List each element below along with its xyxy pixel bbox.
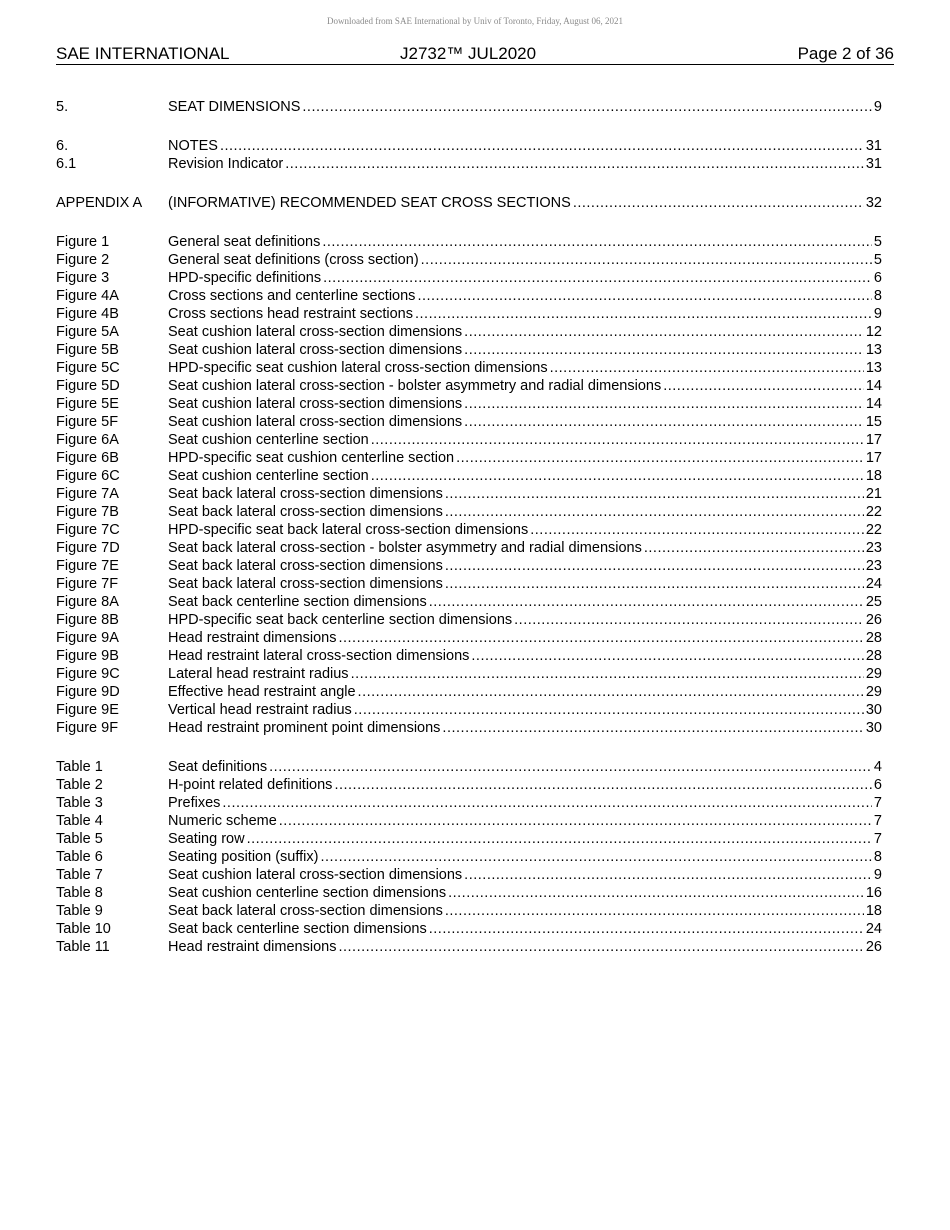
entry-number: Table 8	[56, 885, 103, 901]
entry-line	[168, 341, 882, 359]
entry-page-number: 7	[873, 795, 882, 811]
entry-page-number: 22	[865, 504, 882, 520]
entry-number: Figure 5E	[56, 396, 119, 412]
entry-number: 6.1	[56, 156, 77, 172]
download-watermark: Downloaded from SAE International by Univ of Toronto, Friday, August 06, 2021	[326, 16, 624, 26]
dot-leader	[514, 611, 864, 629]
entry-page-number: 6	[873, 270, 882, 286]
entry-number: Figure 1	[56, 234, 110, 250]
entry-line	[168, 866, 882, 884]
entry-number: Table 9	[56, 903, 103, 919]
entry-number: Table 6	[56, 849, 103, 865]
toc-table-entry[interactable]	[56, 848, 882, 866]
entry-page-number: 8	[873, 849, 882, 865]
entry-number: Table 5	[56, 831, 103, 847]
dot-leader	[320, 848, 871, 866]
entry-number: Figure 7C	[56, 522, 120, 538]
entry-line	[168, 305, 882, 323]
entry-page-number: 32	[865, 195, 882, 211]
entry-page-number: 29	[865, 666, 882, 682]
entry-line	[168, 449, 882, 467]
entry-line	[168, 467, 882, 485]
dot-leader	[445, 503, 864, 521]
entry-page-number: 5	[873, 234, 882, 250]
entry-title: Head restraint dimensions	[168, 630, 337, 646]
entry-line	[168, 269, 882, 287]
entry-line	[168, 395, 882, 413]
dot-leader	[429, 593, 864, 611]
entry-number: Figure 2	[56, 252, 110, 268]
entry-line	[168, 830, 882, 848]
entry-number: Figure 5F	[56, 414, 119, 430]
dot-leader	[464, 323, 864, 341]
entry-title: Seat back lateral cross-section dimensions	[168, 504, 443, 520]
toc-figure-entry[interactable]	[56, 665, 882, 683]
toc-table-entry[interactable]	[56, 776, 882, 794]
entry-number: Figure 3	[56, 270, 110, 286]
page-header	[56, 44, 894, 65]
entry-page-number: 30	[865, 720, 882, 736]
entry-line	[168, 233, 882, 251]
entry-page-number: 9	[873, 867, 882, 883]
entry-line	[168, 776, 882, 794]
toc-figure-entry[interactable]	[56, 467, 882, 485]
entry-page-number: 18	[865, 468, 882, 484]
entry-title: Cross sections head restraint sections	[168, 306, 413, 322]
entry-page-number: 23	[865, 558, 882, 574]
entry-line	[168, 155, 882, 173]
toc-figure-entry[interactable]	[56, 683, 882, 701]
entry-page-number: 28	[865, 648, 882, 664]
entry-line	[168, 758, 882, 776]
entry-page-number: 7	[873, 813, 882, 829]
dot-leader	[371, 467, 864, 485]
entry-title: Effective head restraint angle	[168, 684, 356, 700]
dot-leader	[285, 155, 864, 173]
dot-leader	[334, 776, 871, 794]
toc-figure-entry[interactable]	[56, 323, 882, 341]
dot-leader	[550, 359, 864, 377]
dot-leader	[338, 938, 863, 956]
entry-page-number: 31	[865, 138, 882, 154]
toc-section-entry[interactable]	[56, 98, 882, 116]
entry-title: Prefixes	[168, 795, 221, 811]
dot-leader	[471, 647, 863, 665]
entry-title: HPD-specific seat back lateral cross-section dimensions	[168, 522, 529, 538]
entry-title: Lateral head restraint radius	[168, 666, 349, 682]
entry-number: Table 2	[56, 777, 103, 793]
entry-title: Seat back lateral cross-section dimensions	[168, 558, 443, 574]
entry-line	[168, 359, 882, 377]
toc-section-entry[interactable]	[56, 194, 882, 212]
entry-line	[168, 323, 882, 341]
entry-line	[168, 431, 882, 449]
entry-page-number: 4	[873, 759, 882, 775]
entry-title: HPD-specific definitions	[168, 270, 322, 286]
entry-page-number: 25	[865, 594, 882, 610]
entry-number: Figure 8B	[56, 612, 119, 628]
entry-page-number: 12	[865, 324, 882, 340]
entry-page-number: 30	[865, 702, 882, 718]
toc-figure-entry[interactable]	[56, 557, 882, 575]
entry-number: Figure 6C	[56, 468, 120, 484]
entry-page-number: 9	[873, 306, 882, 322]
entry-number: Figure 8A	[56, 594, 119, 610]
entry-title: Seat cushion lateral cross-section dimensions	[168, 396, 463, 412]
entry-number: Figure 9F	[56, 720, 119, 736]
entry-title: Seat cushion centerline section dimensions	[168, 885, 447, 901]
entry-number: Figure 9C	[56, 666, 120, 682]
entry-page-number: 14	[865, 378, 882, 394]
toc-figure-entry[interactable]	[56, 305, 882, 323]
entry-title: Seat cushion centerline section	[168, 468, 369, 484]
entry-page-number: 13	[865, 360, 882, 376]
entry-title: Seat back lateral cross-section dimensions	[168, 576, 443, 592]
toc-table-entry[interactable]	[56, 758, 882, 776]
dot-leader	[445, 575, 864, 593]
entry-number: Figure 6A	[56, 432, 119, 448]
dot-leader	[354, 701, 864, 719]
entry-title: Vertical head restraint radius	[168, 702, 352, 718]
entry-page-number: 26	[865, 939, 882, 955]
dot-leader	[302, 98, 872, 116]
dot-leader	[351, 665, 864, 683]
toc-figure-entry[interactable]	[56, 377, 882, 395]
dot-leader	[279, 812, 872, 830]
entry-title: Seat back centerline section dimensions	[168, 921, 427, 937]
entry-line	[168, 683, 882, 701]
entry-number: Figure 5A	[56, 324, 119, 340]
entry-number: Figure 7F	[56, 576, 119, 592]
entry-line	[168, 485, 882, 503]
dot-leader	[464, 866, 872, 884]
entry-title: Head restraint dimensions	[168, 939, 337, 955]
toc-figure-entry[interactable]	[56, 395, 882, 413]
dot-leader	[442, 719, 863, 737]
toc-table-entry[interactable]	[56, 866, 882, 884]
dot-leader	[247, 830, 872, 848]
entry-number: Figure 7D	[56, 540, 120, 556]
toc-figure-entry[interactable]	[56, 485, 882, 503]
dot-leader	[415, 305, 872, 323]
entry-number: Figure 5D	[56, 378, 120, 394]
entry-page-number: 5	[873, 252, 882, 268]
entry-number: Figure 7B	[56, 504, 119, 520]
entry-title: Seating position (suffix)	[168, 849, 319, 865]
entry-title: HPD-specific seat cushion lateral cross-section dimensions	[168, 360, 548, 376]
toc-figure-entry[interactable]	[56, 611, 882, 629]
entry-number: Figure 4B	[56, 306, 119, 322]
entry-page-number: 26	[865, 612, 882, 628]
entry-line	[168, 848, 882, 866]
entry-page-number: 6	[873, 777, 882, 793]
entry-number: Figure 5C	[56, 360, 120, 376]
toc-section-entry[interactable]	[56, 137, 882, 155]
entry-page-number: 13	[865, 342, 882, 358]
entry-number: Figure 7A	[56, 486, 119, 502]
toc-figure-entry[interactable]	[56, 269, 882, 287]
toc-table-entry[interactable]	[56, 920, 882, 938]
toc-figure-entry[interactable]	[56, 233, 882, 251]
entry-page-number: 17	[865, 450, 882, 466]
entry-line	[168, 884, 882, 902]
entry-page-number: 31	[865, 156, 882, 172]
dot-leader	[464, 341, 864, 359]
entry-line	[168, 812, 882, 830]
toc-figure-entry[interactable]	[56, 593, 882, 611]
entry-number: Figure 9E	[56, 702, 119, 718]
toc-figure-entry[interactable]	[56, 701, 882, 719]
entry-title: (INFORMATIVE) RECOMMENDED SEAT CROSS SECTIONS	[168, 195, 571, 211]
entry-page-number: 23	[865, 540, 882, 556]
dot-leader	[338, 629, 863, 647]
entry-title: Seat cushion lateral cross-section dimensions	[168, 414, 463, 430]
entry-title: Seat back lateral cross-section dimensions	[168, 903, 443, 919]
toc-figure-entry[interactable]	[56, 341, 882, 359]
dot-leader	[429, 920, 864, 938]
entry-line	[168, 194, 882, 212]
entry-line	[168, 719, 882, 737]
dot-leader	[269, 758, 872, 776]
toc-figure-entry[interactable]	[56, 503, 882, 521]
toc-table-entry[interactable]	[56, 794, 882, 812]
toc-figure-entry[interactable]	[56, 647, 882, 665]
entry-number: Table 10	[56, 921, 111, 937]
entry-line	[168, 647, 882, 665]
toc-table-entry[interactable]	[56, 812, 882, 830]
entry-page-number: 16	[865, 885, 882, 901]
entry-number: Figure 9B	[56, 648, 119, 664]
entry-line	[168, 287, 882, 305]
entry-page-number: 7	[873, 831, 882, 847]
dot-leader	[220, 137, 864, 155]
entry-page-number: 24	[865, 921, 882, 937]
entry-page-number: 24	[865, 576, 882, 592]
entry-number: Table 4	[56, 813, 103, 829]
toc-table-entry[interactable]	[56, 830, 882, 848]
entry-page-number: 18	[865, 903, 882, 919]
entry-line	[168, 539, 882, 557]
entry-line	[168, 575, 882, 593]
entry-line	[168, 665, 882, 683]
dot-leader	[448, 884, 864, 902]
entry-number: Table 7	[56, 867, 103, 883]
entry-title: Head restraint prominent point dimensions	[168, 720, 441, 736]
dot-leader	[417, 287, 871, 305]
entry-line	[168, 503, 882, 521]
toc-figure-entry[interactable]	[56, 539, 882, 557]
entry-line	[168, 251, 882, 269]
entry-number: Figure 9A	[56, 630, 119, 646]
toc-figure-entry[interactable]	[56, 251, 882, 269]
toc-figure-entry[interactable]	[56, 359, 882, 377]
entry-title: Seating row	[168, 831, 245, 847]
toc-figure-entry[interactable]	[56, 413, 882, 431]
entry-line	[168, 902, 882, 920]
entry-number: Table 11	[56, 939, 110, 955]
entry-title: Seat cushion lateral cross-section - bolster asymmetry and radial dimensions	[168, 378, 662, 394]
entry-page-number: 8	[873, 288, 882, 304]
dot-leader	[456, 449, 864, 467]
entry-title: NOTES	[168, 138, 218, 154]
entry-title: Revision Indicator	[168, 156, 284, 172]
entry-title: HPD-specific seat cushion centerline section	[168, 450, 455, 466]
entry-title: General seat definitions	[168, 234, 321, 250]
entry-line	[168, 701, 882, 719]
entry-line	[168, 629, 882, 647]
dot-leader	[358, 683, 864, 701]
entry-title: Seat back lateral cross-section dimensions	[168, 486, 443, 502]
entry-title: Seat back lateral cross-section - bolster asymmetry and radial dimensions	[168, 540, 642, 556]
entry-number: Figure 9D	[56, 684, 120, 700]
dot-leader	[464, 395, 864, 413]
entry-line	[168, 98, 882, 116]
entry-page-number: 29	[865, 684, 882, 700]
entry-title: Head restraint lateral cross-section dimensions	[168, 648, 470, 664]
toc-table-entry[interactable]	[56, 884, 882, 902]
entry-line	[168, 920, 882, 938]
entry-number: 5.	[56, 99, 69, 115]
entry-line	[168, 794, 882, 812]
entry-number: Table 3	[56, 795, 103, 811]
toc-figure-entry[interactable]	[56, 287, 882, 305]
toc-figure-entry[interactable]	[56, 431, 882, 449]
entry-page-number: 9	[873, 99, 882, 115]
entry-line	[168, 938, 882, 956]
entry-line	[168, 377, 882, 395]
entry-title: Numeric scheme	[168, 813, 277, 829]
entry-title: H-point related definitions	[168, 777, 333, 793]
toc-figure-entry[interactable]	[56, 719, 882, 737]
table-of-contents	[56, 98, 882, 956]
dot-leader	[445, 557, 864, 575]
dot-leader	[530, 521, 864, 539]
entry-line	[168, 593, 882, 611]
entry-number: Figure 7E	[56, 558, 119, 574]
toc-table-entry[interactable]	[56, 938, 882, 956]
entry-page-number: 28	[865, 630, 882, 646]
entry-line	[168, 413, 882, 431]
entry-number: 6.	[56, 138, 69, 154]
dot-leader	[323, 269, 872, 287]
entry-page-number: 21	[865, 486, 882, 502]
toc-table-entry[interactable]	[56, 902, 882, 920]
header-page-number: Page 2 of 36	[797, 44, 894, 63]
entry-line	[168, 521, 882, 539]
entry-title: Seat cushion lateral cross-section dimensions	[168, 867, 463, 883]
entry-title: Seat cushion lateral cross-section dimensions	[168, 342, 463, 358]
entry-line	[168, 611, 882, 629]
header-publisher: SAE INTERNATIONAL	[56, 44, 230, 63]
entry-title: Seat cushion lateral cross-section dimensions	[168, 324, 463, 340]
entry-page-number: 15	[865, 414, 882, 430]
entry-page-number: 14	[865, 396, 882, 412]
toc-figure-entry[interactable]	[56, 449, 882, 467]
dot-leader	[445, 485, 864, 503]
entry-number: APPENDIX A	[56, 195, 143, 211]
dot-leader	[644, 539, 864, 557]
dot-leader	[663, 377, 864, 395]
dot-leader	[445, 902, 864, 920]
entry-title: General seat definitions (cross section)	[168, 252, 419, 268]
dot-leader	[222, 794, 872, 812]
dot-leader	[371, 431, 864, 449]
entry-title: SEAT DIMENSIONS	[168, 99, 301, 115]
entry-title: HPD-specific seat back centerline section dimensions	[168, 612, 513, 628]
entry-title: Seat cushion centerline section	[168, 432, 369, 448]
toc-figure-entry[interactable]	[56, 521, 882, 539]
entry-number: Figure 6B	[56, 450, 119, 466]
entry-number: Figure 5B	[56, 342, 119, 358]
toc-section-entry[interactable]	[56, 155, 882, 173]
entry-line	[168, 557, 882, 575]
entry-number: Figure 4A	[56, 288, 119, 304]
entry-title: Cross sections and centerline sections	[168, 288, 416, 304]
entry-title: Seat definitions	[168, 759, 268, 775]
dot-leader	[573, 194, 864, 212]
header-document-id: J2732™ JUL2020	[400, 44, 537, 63]
toc-figure-entry[interactable]	[56, 575, 882, 593]
entry-title: Seat back centerline section dimensions	[168, 594, 427, 610]
entry-line	[168, 137, 882, 155]
dot-leader	[464, 413, 864, 431]
dot-leader	[421, 251, 872, 269]
entry-number: Table 1	[56, 759, 103, 775]
dot-leader	[322, 233, 872, 251]
entry-page-number: 22	[865, 522, 882, 538]
toc-figure-entry[interactable]	[56, 629, 882, 647]
entry-page-number: 17	[865, 432, 882, 448]
